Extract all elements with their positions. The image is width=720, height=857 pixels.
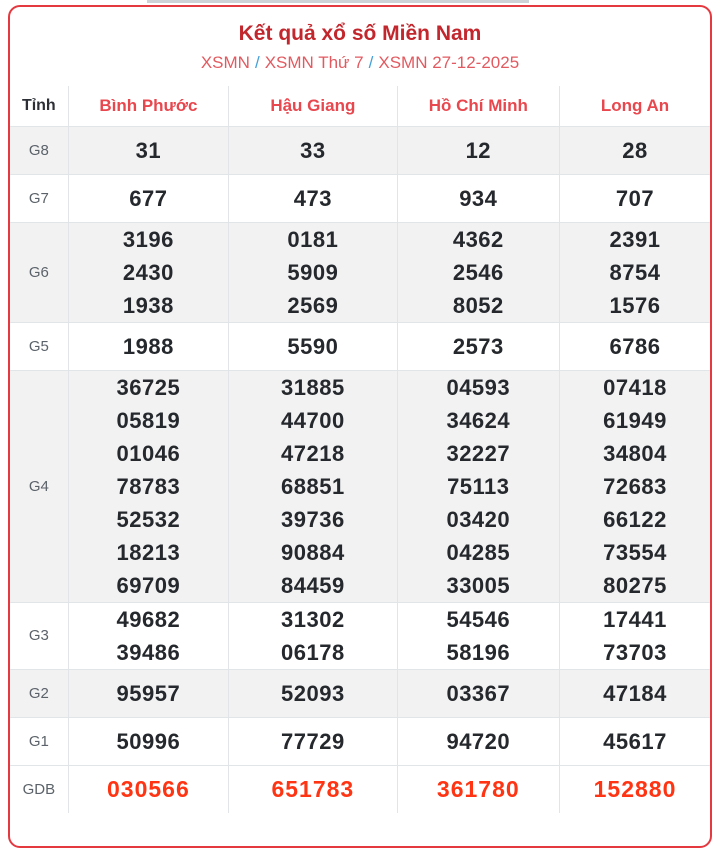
- prize-numbers-cell: [68, 717, 228, 765]
- prize-numbers-cell: [68, 174, 228, 222]
- prize-numbers-cell: [68, 602, 228, 669]
- table-row: [10, 322, 710, 370]
- table-row: [10, 717, 710, 765]
- prize-numbers-cell: [560, 602, 710, 669]
- prize-tier-label: G8: [10, 126, 68, 174]
- prize-numbers-cell: [229, 717, 397, 765]
- cropped-element-edge: [147, 0, 529, 3]
- breadcrumb-link-xsmn[interactable]: XSMN: [200, 53, 250, 72]
- prize-numbers-cell: [397, 322, 559, 370]
- prize-number: 1938: [122, 292, 174, 318]
- prize-number: 47184: [603, 680, 667, 706]
- prize-number: 03367: [446, 680, 511, 706]
- prize-number: 31885: [281, 374, 345, 400]
- lottery-result-card: [8, 5, 712, 848]
- prize-number: 33005: [446, 572, 511, 598]
- prize-number: 45617: [603, 728, 667, 754]
- prize-number: 28: [622, 137, 648, 163]
- prize-numbers-cell: [397, 370, 559, 602]
- breadcrumb-separator: /: [254, 53, 260, 72]
- prize-numbers-cell: [229, 222, 397, 322]
- page-title: Kết quả xổ số Miền Nam: [238, 22, 482, 45]
- prize-numbers-cell: [229, 322, 397, 370]
- table-row: [10, 370, 710, 602]
- prize-number: 47218: [281, 440, 345, 466]
- prize-number: 36725: [116, 374, 181, 400]
- prize-number: 84459: [281, 572, 345, 598]
- prize-number: 72683: [603, 473, 667, 499]
- table-row: [10, 174, 710, 222]
- prize-number: 58196: [446, 639, 511, 665]
- prize-numbers-cell: [229, 765, 397, 813]
- prize-number: 39486: [116, 639, 181, 665]
- province-header[interactable]: Long An: [560, 86, 710, 126]
- prize-number: 6786: [609, 333, 661, 359]
- prize-number: 03420: [446, 506, 511, 532]
- prize-number: 04593: [446, 374, 511, 400]
- prize-numbers-cell: [229, 669, 397, 717]
- prize-number: 04285: [446, 539, 511, 565]
- prize-number: 12: [465, 137, 492, 163]
- prize-numbers-cell: [397, 765, 559, 813]
- prize-number: 52093: [281, 680, 345, 706]
- prize-number: 934: [459, 185, 498, 211]
- prize-number: 1988: [122, 333, 174, 359]
- breadcrumb-separator: /: [368, 53, 374, 72]
- prize-number: 1576: [609, 292, 661, 318]
- prize-numbers-cell: [229, 370, 397, 602]
- prize-tier-label: G6: [10, 222, 68, 322]
- prize-tier-label: G5: [10, 322, 68, 370]
- prize-number: 44700: [281, 407, 345, 433]
- prize-number: 2546: [452, 259, 504, 285]
- prize-numbers-cell: [68, 765, 228, 813]
- prize-numbers-cell: [560, 370, 710, 602]
- table-header-row: [10, 86, 710, 126]
- prize-number: 01046: [116, 440, 181, 466]
- prize-numbers-cell: [397, 717, 559, 765]
- prize-number: 707: [615, 185, 655, 211]
- prize-number: 95957: [116, 680, 181, 706]
- prize-number: 66122: [603, 506, 667, 532]
- prize-number: 34624: [446, 407, 511, 433]
- prize-number: 17441: [603, 606, 667, 632]
- prize-numbers-cell: [560, 322, 710, 370]
- prize-number: 73703: [603, 639, 667, 665]
- results-table: [10, 86, 710, 813]
- prize-number: 0181: [287, 226, 339, 252]
- prize-numbers-cell: [68, 222, 228, 322]
- prize-number: 5590: [287, 333, 339, 359]
- prize-tier-label: G2: [10, 669, 68, 717]
- prize-number: 2573: [452, 333, 504, 359]
- prize-number: 33: [300, 137, 326, 163]
- province-column-corner-label: Tỉnh: [10, 86, 68, 126]
- prize-numbers-cell: [397, 669, 559, 717]
- prize-number: 473: [293, 185, 332, 211]
- prize-number: 5909: [287, 259, 339, 285]
- prize-number: 07418: [603, 374, 667, 400]
- prize-numbers-cell: [397, 174, 559, 222]
- prize-number: 78783: [116, 473, 181, 499]
- card-header: [10, 7, 710, 86]
- prize-number: 80275: [603, 572, 667, 598]
- prize-numbers-cell: [68, 126, 228, 174]
- prize-tier-label: GDB: [10, 765, 68, 813]
- prize-number: 31302: [281, 606, 345, 632]
- prize-number: 030566: [107, 775, 190, 802]
- prize-number: 2569: [287, 292, 339, 318]
- table-row: [10, 669, 710, 717]
- prize-number: 39736: [281, 506, 345, 532]
- prize-number: 32227: [446, 440, 511, 466]
- prize-number: 54546: [446, 606, 511, 632]
- prize-number: 677: [129, 185, 168, 211]
- breadcrumb-link-xsmn-date[interactable]: XSMN 27-12-2025: [378, 53, 520, 72]
- prize-number: 61949: [603, 407, 667, 433]
- prize-numbers-cell: [560, 717, 710, 765]
- prize-number: 77729: [281, 728, 345, 754]
- prize-numbers-cell: [560, 669, 710, 717]
- prize-number: 4362: [452, 226, 504, 252]
- prize-tier-label: G3: [10, 602, 68, 669]
- prize-number: 2391: [609, 226, 661, 252]
- prize-numbers-cell: [560, 765, 710, 813]
- province-header[interactable]: Bình Phước: [68, 86, 228, 126]
- table-row: [10, 222, 710, 322]
- prize-number: 49682: [116, 606, 181, 632]
- prize-number: 361780: [436, 775, 520, 802]
- prize-numbers-cell: [229, 126, 397, 174]
- prize-numbers-cell: [560, 174, 710, 222]
- prize-numbers-cell: [68, 370, 228, 602]
- prize-number: 152880: [593, 775, 677, 802]
- prize-number: 34804: [603, 440, 667, 466]
- prize-number: 18213: [116, 539, 181, 565]
- prize-numbers-cell: [397, 222, 559, 322]
- prize-numbers-cell: [68, 322, 228, 370]
- table-row: [10, 765, 710, 813]
- prize-numbers-cell: [560, 126, 710, 174]
- prize-number: 69709: [116, 572, 181, 598]
- prize-number: 8754: [609, 259, 661, 285]
- prize-number: 68851: [281, 473, 345, 499]
- prize-tier-label: G7: [10, 174, 68, 222]
- prize-numbers-cell: [229, 174, 397, 222]
- province-header[interactable]: Hồ Chí Minh: [397, 86, 559, 126]
- prize-numbers-cell: [397, 126, 559, 174]
- prize-number: 31: [135, 137, 162, 163]
- prize-number: 2430: [122, 259, 174, 285]
- province-header[interactable]: Hậu Giang: [229, 86, 397, 126]
- prize-number: 52532: [116, 506, 181, 532]
- prize-numbers-cell: [68, 669, 228, 717]
- prize-number: 3196: [122, 226, 174, 252]
- table-row: [10, 602, 710, 669]
- prize-number: 06178: [281, 639, 345, 665]
- prize-numbers-cell: [229, 602, 397, 669]
- prize-tier-label: G4: [10, 370, 68, 602]
- prize-number: 94720: [446, 728, 511, 754]
- prize-number: 651783: [271, 775, 355, 802]
- table-row: [10, 126, 710, 174]
- prize-numbers-cell: [560, 222, 710, 322]
- prize-number: 05819: [116, 407, 181, 433]
- prize-numbers-cell: [397, 602, 559, 669]
- prize-number: 90884: [281, 539, 345, 565]
- breadcrumb: [20, 52, 700, 74]
- prize-number: 73554: [603, 539, 667, 565]
- prize-number: 75113: [447, 473, 510, 499]
- breadcrumb-link-xsmn-weekday[interactable]: XSMN Thứ 7: [264, 53, 364, 72]
- prize-tier-label: G1: [10, 717, 68, 765]
- prize-number: 8052: [452, 292, 504, 318]
- prize-number: 50996: [116, 728, 181, 754]
